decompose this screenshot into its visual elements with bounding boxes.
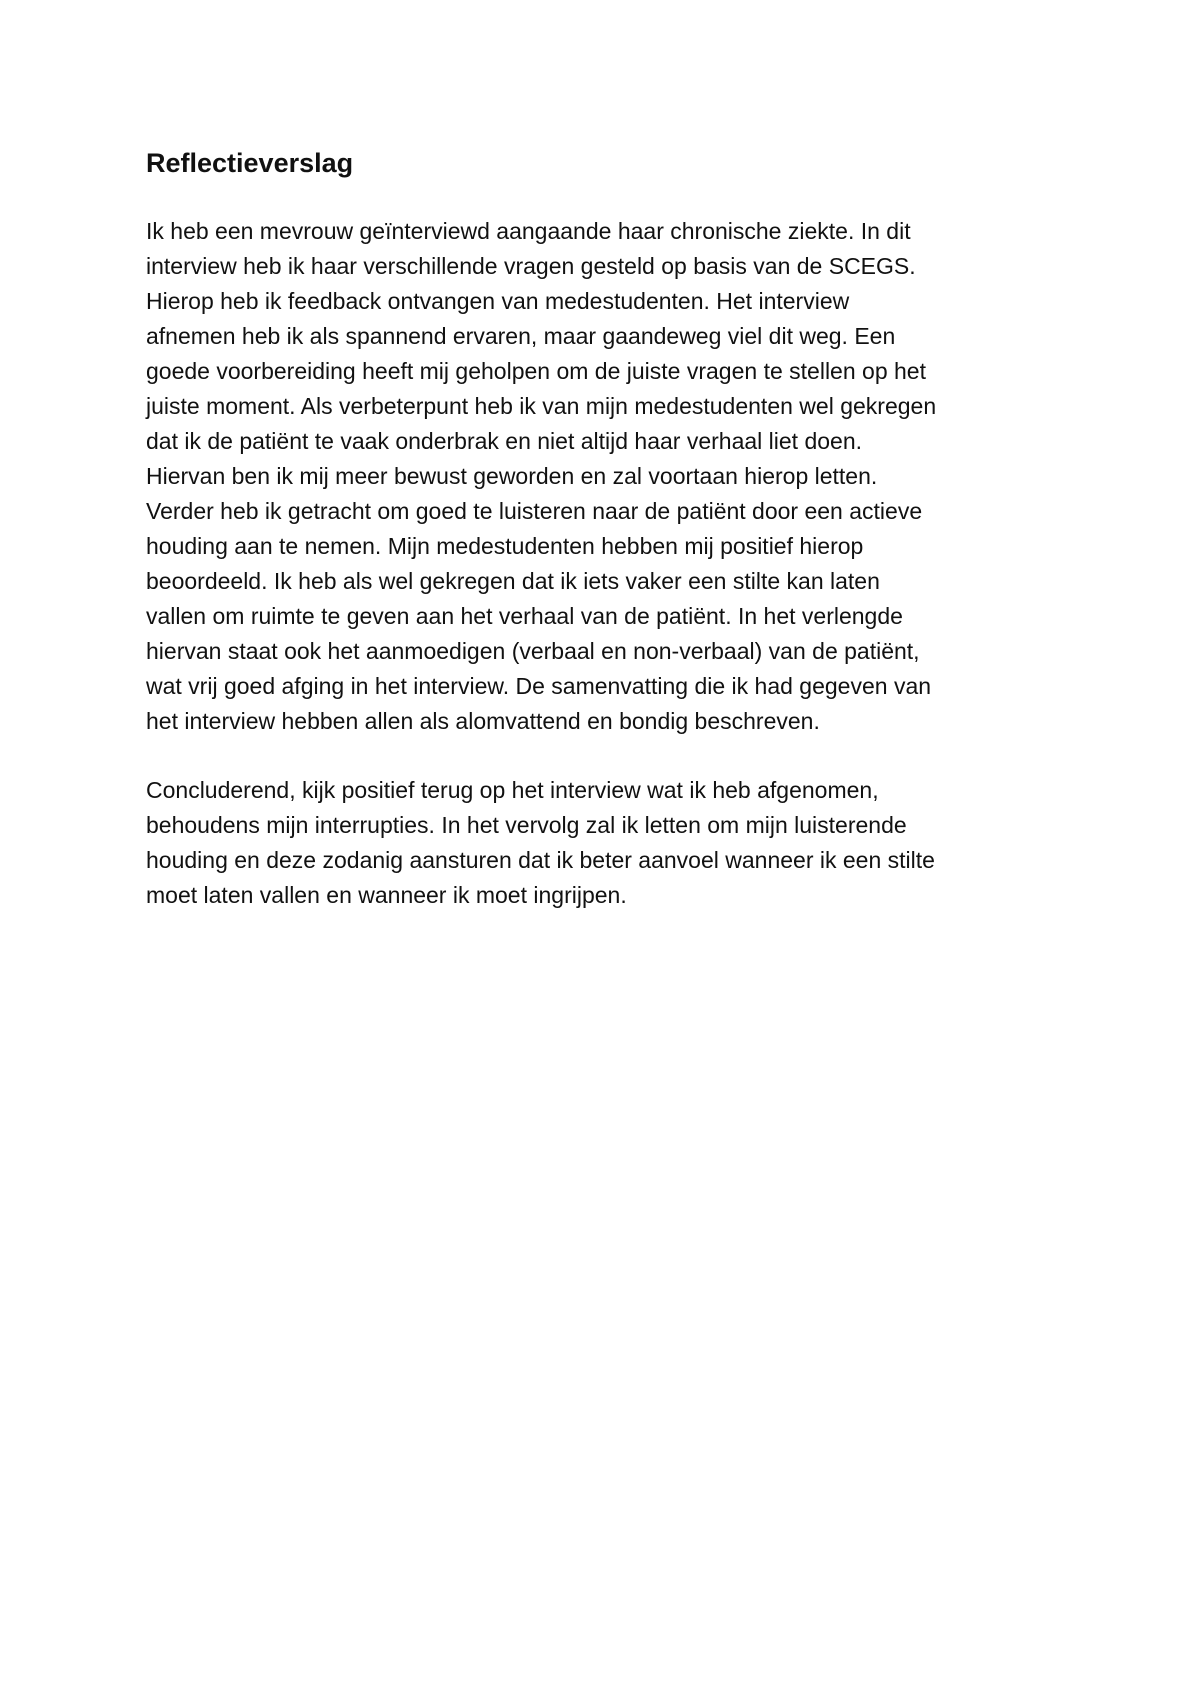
paragraph-line: juiste moment. Als verbeterpunt heb ik van mijn medestudenten wel gekregen: [146, 393, 937, 419]
document-title: Reflectieverslag: [146, 148, 354, 178]
document-body: [146, 146, 1066, 913]
paragraph-1: [146, 214, 1066, 739]
paragraph-line: Verder heb ik getracht om goed te luisteren naar de patiënt door een actieve: [146, 498, 923, 524]
paragraph-line: hiervan staat ook het aanmoedigen (verbaal en non-verbaal) van de patiënt,: [146, 638, 920, 664]
paragraph-line: beoordeeld. Ik heb als wel gekregen dat ik iets vaker een stilte kan laten: [146, 568, 880, 594]
paragraph-line: moet laten vallen en wanneer ik moet ingrijpen.: [146, 882, 627, 908]
paragraph-line: wat vrij goed afging in het interview. De samenvatting die ik had gegeven van: [146, 673, 932, 699]
paragraph-line: goede voorbereiding heeft mij geholpen om de juiste vragen te stellen op het: [146, 358, 926, 384]
paragraph-line: Ik heb een mevrouw geïnterviewd aangaande haar chronische ziekte. In dit: [146, 218, 911, 244]
paragraph-line: Concluderend, kijk positief terug op het interview wat ik heb afgenomen,: [146, 777, 879, 803]
paragraph-line: houding en deze zodanig aansturen dat ik beter aanvoel wanneer ik een stilte: [146, 847, 935, 873]
paragraph-line: houding aan te nemen. Mijn medestudenten hebben mij positief hierop: [146, 533, 864, 559]
paragraph-2: [146, 773, 1066, 913]
paragraph-line: Hiervan ben ik mij meer bewust geworden en zal voortaan hierop letten.: [146, 463, 878, 489]
paragraph-line: dat ik de patiënt te vaak onderbrak en niet altijd haar verhaal liet doen.: [146, 428, 863, 454]
paragraph-line: afnemen heb ik als spannend ervaren, maar gaandeweg viel dit weg. Een: [146, 323, 896, 349]
paragraph-line: vallen om ruimte te geven aan het verhaal van de patiënt. In het verlengde: [146, 603, 903, 629]
paragraph-line: het interview hebben allen als alomvattend en bondig beschreven.: [146, 708, 820, 734]
paragraph-line: interview heb ik haar verschillende vragen gesteld op basis van de SCEGS.: [146, 253, 916, 279]
paragraph-line: Hierop heb ik feedback ontvangen van medestudenten. Het interview: [146, 288, 850, 314]
paragraph-line: behoudens mijn interrupties. In het vervolg zal ik letten om mijn luisterende: [146, 812, 907, 838]
